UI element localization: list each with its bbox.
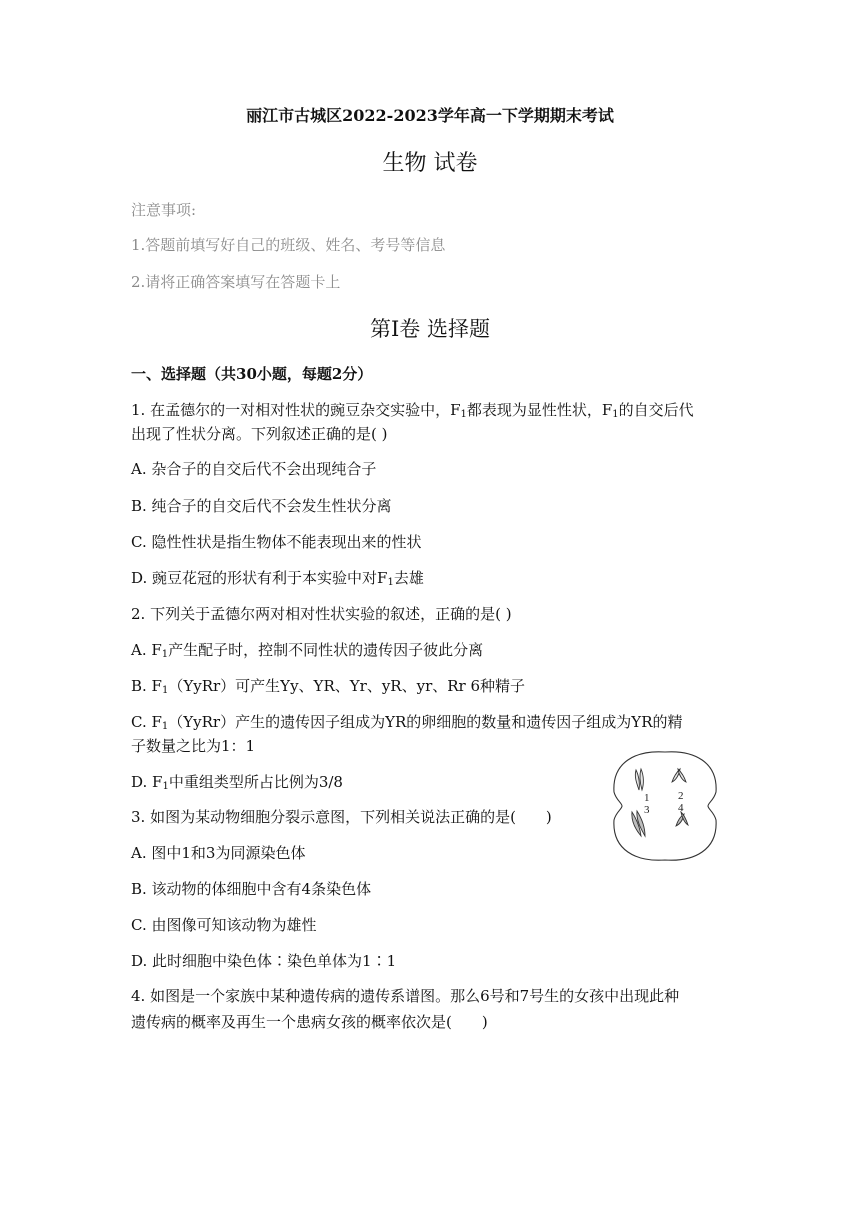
exam-title: 丽江市古城区2022-2023学年高一下学期期末考试 — [246, 106, 614, 125]
question-1-stem-line2: 出现了性状分离。下列叙述正确的是( ) — [131, 425, 388, 443]
chromosome-label-2: 2 — [678, 790, 684, 802]
question-2-option-c: C. $F_1(YyRr)$产生的遗传因子组成为YR的卵细胞的数量和遗传因子组成为YR的精 — [131, 713, 683, 732]
notes-heading: 注意事项: — [131, 201, 197, 219]
notes-item: 1.答题前填写好自己的班级、姓名、考号等信息 — [131, 236, 446, 254]
question-1-stem: 1. 在孟德尔的一对相对性状的豌豆杂交实验中，$F_1$都表现为显性性状，$F_1$的自交后代 — [131, 401, 694, 420]
question-2-stem: 2. 下列关于孟德尔两对相对性状实验的叙述，正确的是( ) — [131, 605, 512, 623]
question-1-option-d: D. 豌豆花冠的形状有利于本实验中对$F_1$去雄 — [131, 569, 424, 588]
section-title: 第Ⅰ卷 选择题 — [370, 317, 490, 341]
question-2-option-a: A. $F_1$产生配子时，控制不同性状的遗传因子彼此分离 — [131, 641, 484, 660]
chromosome-2 — [672, 769, 686, 782]
chromosome-1 — [635, 769, 643, 790]
cell-division-figure — [608, 748, 722, 864]
chromosome-label-4: 4 — [678, 802, 684, 814]
question-1-option-c: C. 隐性性状是指生物体不能表现出来的性状 — [131, 533, 422, 551]
question-2-option-c-line2: 子数量之比为1：1 — [131, 737, 256, 755]
cell-membrane-outline — [614, 752, 716, 860]
chromosome-4 — [676, 812, 688, 826]
question-2-option-b: B. $F_1(YyRr)$可产生Yy、YR、Yr、yR、yr、Rr 6种精子 — [131, 677, 526, 696]
question-1-option-a: A. 杂合子的自交后代不会出现纯合子 — [131, 460, 377, 478]
question-1-option-b: B. 纯合子的自交后代不会发生性状分离 — [131, 497, 392, 515]
chromosome-label-3: 3 — [644, 804, 650, 816]
question-4-stem-line2: 遗传病的概率及再生一个患病女孩的概率依次是( ) — [131, 1013, 488, 1031]
notes-item: 2.请将正确答案填写在答题卡上 — [131, 273, 341, 291]
chromosome-label-1: 1 — [644, 792, 650, 804]
question-4-stem: 4. 如图是一个家族中某种遗传病的遗传系谱图。那么6号和7号生的女孩中出现此种 — [131, 987, 680, 1005]
question-3-option-d: D. 此时细胞中染色体∶染色单体为1∶1 — [131, 952, 397, 970]
question-3-option-b: B. 该动物的体细胞中含有4条染色体 — [131, 880, 372, 898]
question-3-option-a: A. 图中1和3为同源染色体 — [131, 844, 306, 862]
exam-subtitle: 生物 试卷 — [382, 151, 478, 176]
question-2-option-d: D. $F_1$中重组类型所占比例为3/8 — [131, 773, 343, 792]
question-3-option-c: C. 由图像可知该动物为雄性 — [131, 916, 317, 934]
question-3-stem: 3. 如图为某动物细胞分裂示意图，下列相关说法正确的是( ) — [131, 808, 552, 826]
part-heading: 一、选择题（共30小题，每题2分） — [131, 365, 373, 383]
